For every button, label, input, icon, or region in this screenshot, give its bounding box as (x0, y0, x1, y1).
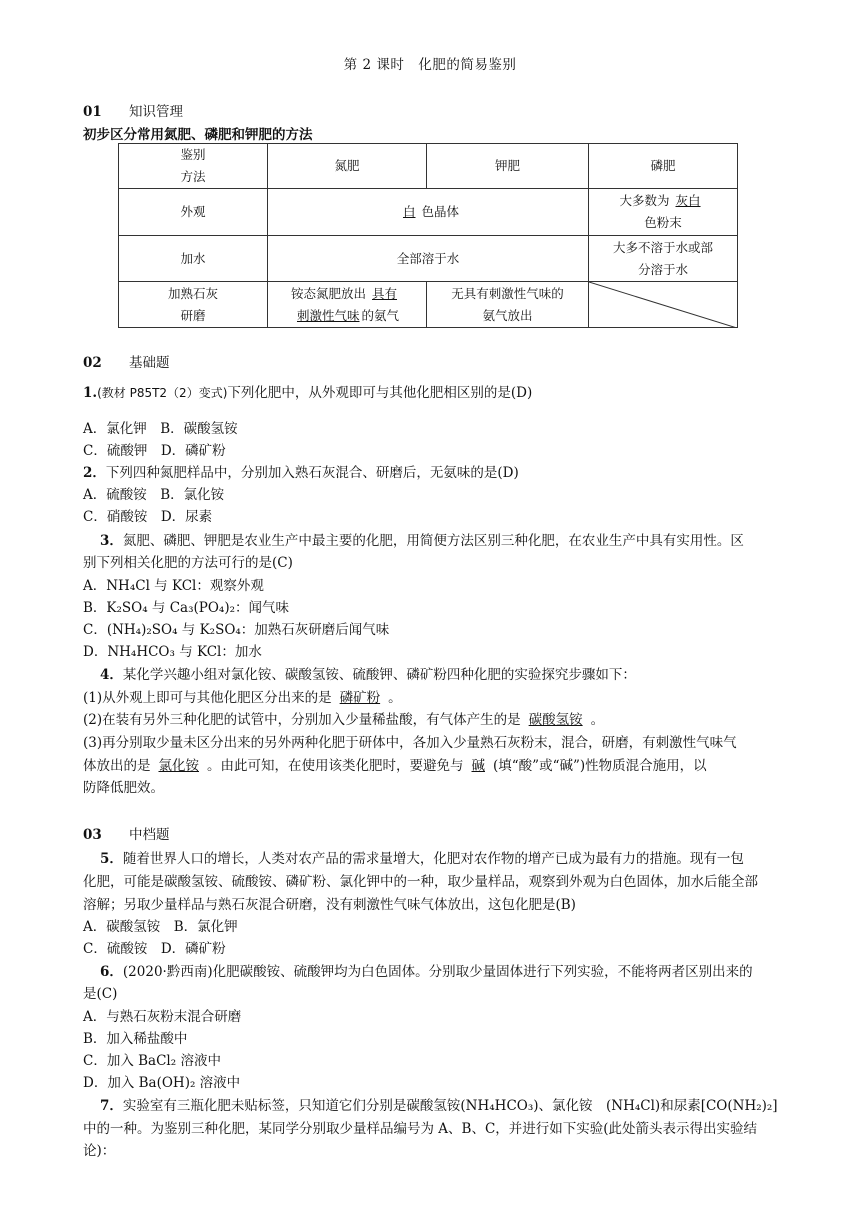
section-intermediate (83, 823, 170, 843)
lime-nitrogen: 铵态氮肥放出 具有 刺激性气味 的氨气 (268, 282, 427, 328)
table-header-nitrogen: 氮肥 (268, 144, 427, 189)
lime-potassium: 无具有刺激性气味的 氨气放出 (427, 282, 589, 328)
row-label-lime: 加熟石灰 研磨 (119, 282, 268, 328)
question-3-option-a: A．NH₄Cl 与 KCl：观察外观 (83, 578, 264, 594)
question-7-line-2: 中的一种。为鉴别三种化肥，某同学分别取少量样品编号为 A、B、C，并进行如下实验(此处箭头表示得出实验结 (83, 1121, 758, 1137)
question-1-options-ab: A．氯化钾 B．碳酸氢铵 (83, 421, 238, 437)
question-3-option-d: D．NH₄HCO₃ 与 KCl：加水 (83, 644, 262, 660)
question-1-options-cd: C．硫酸钾 D．磷矿粉 (83, 443, 226, 459)
question-4-step-1: (1)从外观上即可与其他化肥区分出来的是 磷矿粉 。 (83, 690, 402, 706)
question-4-step-3-line-2: 体放出的是 氯化铵 。由此可知，在使用该类化肥时，要避免与 碱 (填“酸”或“碱”)性物质混合施用，以 (83, 758, 707, 774)
question-4-step-3-line-3: 防降低肥效。 (83, 780, 164, 796)
question-6-line-1: 6．(2020·黔西南)化肥碳酸铵、硫酸钾均为白色固体。分别取少量固体进行下列实验，不能将两者区别出来的 (100, 964, 753, 980)
question-4: 4．某化学兴趣小组对氯化铵、碳酸氢铵、硫酸钾、磷矿粉四种化肥的实验探究步骤如下： (100, 667, 636, 683)
question-2: 2．下列四种氮肥样品中，分别加入熟石灰混合、研磨后，无氨味的是(D) (83, 465, 519, 481)
table-header-phosphorus: 磷肥 (589, 144, 738, 189)
question-3-line-1: 3．氮肥、磷肥、钾肥是农业生产中最主要的化肥，用简便方法区别三种化肥，在农业生产中具有实用性。区 (100, 533, 744, 549)
question-4-step-3-line-1: (3)再分别取少量未区分出来的另外两种化肥于研体中，各加入少量熟石灰粉末，混合，研磨，有刺激性气味气 (83, 735, 737, 751)
appearance-merged: 白 色晶体 (268, 189, 589, 236)
question-7-line-3: 论)： (83, 1143, 116, 1159)
section-number: 02 (83, 355, 102, 371)
section-name: 基础题 (129, 355, 170, 371)
question-5-line-2: 化肥，可能是碳酸氢铵、硫酸铵、磷矿粉、氯化钾中的一种，取少量样品，观察到外观为白色固体，加水后能全部 (83, 874, 758, 890)
lime-phosphorus-empty (589, 282, 738, 328)
section-basic (83, 351, 170, 371)
page-title: 第 2 课时 化肥的简易鉴别 (343, 57, 517, 73)
question-6-option-c: C．加入 BaCl₂ 溶液中 (83, 1053, 221, 1069)
appearance-phosphorus: 大多数为 灰白 色粉末 (589, 189, 738, 236)
section-name: 中档题 (129, 827, 170, 843)
question-6-line-2: 是(C) (83, 986, 118, 1002)
table-heading: 初步区分常用氮肥、磷肥和钾肥的方法 (83, 127, 313, 143)
question-3-line-2: 别下列相关化肥的方法可行的是(C) (83, 555, 293, 571)
question-3-option-b: B．K₂SO₄ 与 Ca₃(PO₄)₂：闻气味 (83, 600, 290, 616)
section-name: 知识管理 (129, 104, 183, 120)
answer-blank: 碳酸氢铵 (528, 712, 583, 728)
question-5-options-cd: C．硫酸铵 D．磷矿粉 (83, 941, 226, 957)
diagonal-line-icon (589, 282, 737, 328)
section-knowledge (83, 100, 183, 120)
question-4-step-2: (2)在装有另外三种化肥的试管中，分别加入少量稀盐酸，有气体产生的是 碳酸氢铵 。 (83, 712, 605, 728)
question-1: 1.(教材 P85T2（2）变式)下列化肥中，从外观即可与其他化肥相区别的是(D) (83, 385, 533, 401)
table-header-method: 鉴别 方法 (119, 144, 268, 189)
answer-blank: 磷矿粉 (339, 690, 381, 706)
section-number: 01 (83, 104, 102, 120)
row-label-water: 加水 (119, 236, 268, 282)
question-source-note: (教材 P85T2（2）变式) (97, 386, 228, 400)
question-6-option-b: B．加入稀盐酸中 (83, 1031, 188, 1047)
question-2-options-ab: A．硫酸铵 B．氯化铵 (83, 487, 225, 503)
answer-blank: 碱 (471, 758, 485, 774)
water-merged: 全部溶于水 (268, 236, 589, 282)
section-number: 03 (83, 827, 102, 843)
water-phosphorus: 大多不溶于水或部 分溶于水 (589, 236, 738, 282)
question-6-option-d: D．加入 Ba(OH)₂ 溶液中 (83, 1075, 241, 1091)
question-5-line-3: 溶解；另取少量样品与熟石灰混合研磨，没有刺激性气味气体放出，这包化肥是(B) (83, 897, 576, 913)
question-5-options-ab: A．碳酸氢铵 B．氯化钾 (83, 919, 238, 935)
question-2-options-cd: C．硝酸铵 D．尿素 (83, 509, 213, 525)
table-header-potassium: 钾肥 (427, 144, 589, 189)
question-5-line-1: 5．随着世界人口的增长，人类对农产品的需求量增大，化肥对农作物的增产已成为最有力的措施。现有一包 (100, 851, 744, 867)
fertilizer-table (118, 143, 738, 328)
row-label-appearance: 外观 (119, 189, 268, 236)
answer-blank: 氯化铵 (158, 758, 199, 774)
question-7-line-1: 7．实验室有三瓶化肥未贴标签，只知道它们分别是碳酸氢铵(NH₄HCO₃)、氯化铵 (NH₄Cl)和尿素[CO(NH₂)₂] (100, 1098, 778, 1114)
question-6-option-a: A．与熟石灰粉末混合研磨 (83, 1009, 242, 1025)
question-3-option-c: C．(NH₄)₂SO₄ 与 K₂SO₄：加熟石灰研磨后闻气味 (83, 622, 390, 638)
